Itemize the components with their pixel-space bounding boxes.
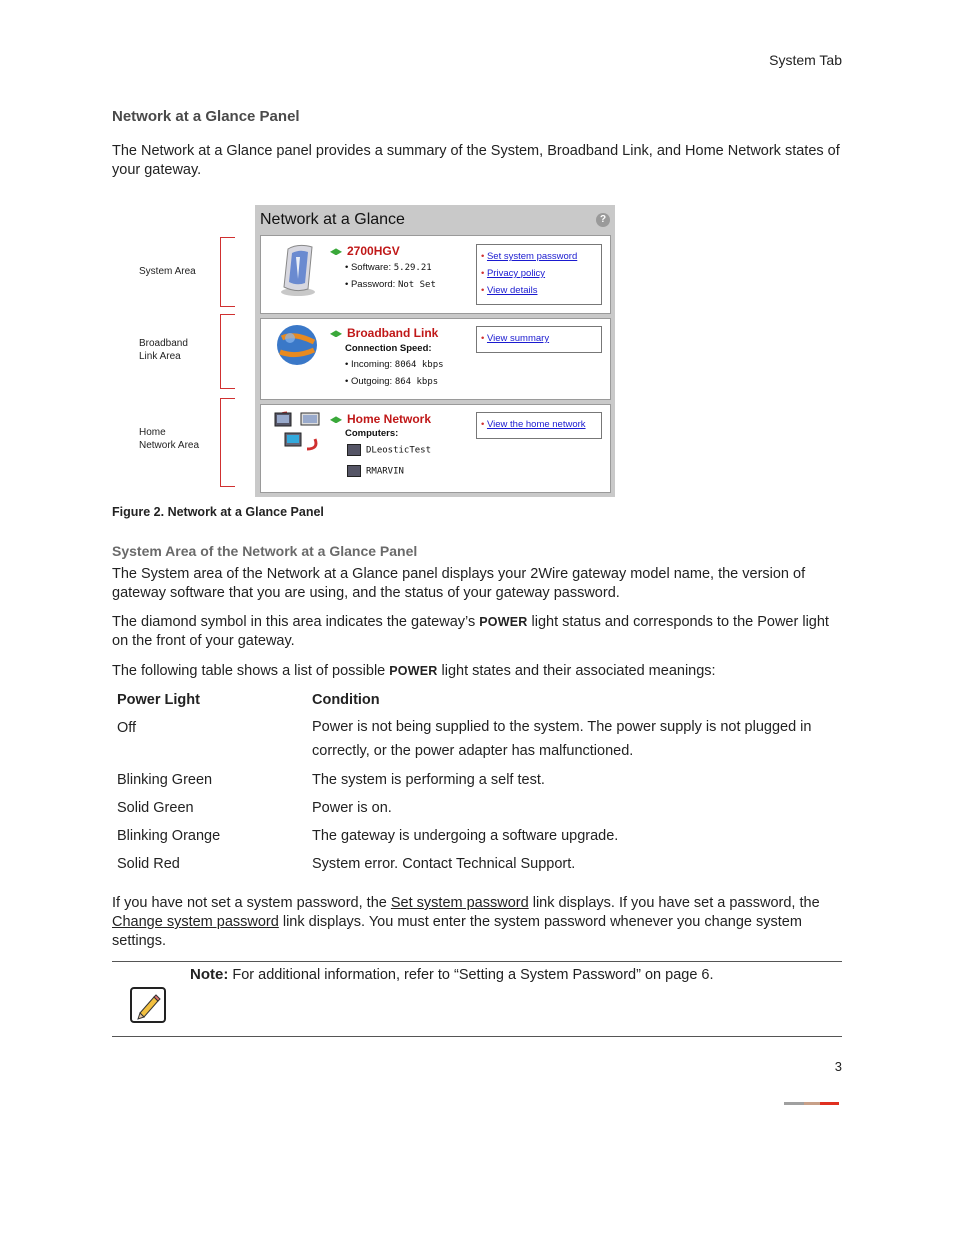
bracket-home: [220, 398, 235, 487]
outgoing-speed: • Outgoing: 864 kbps: [345, 376, 439, 387]
bracket-system: [220, 237, 235, 307]
help-icon[interactable]: ?: [596, 213, 610, 227]
privacy-policy-link[interactable]: Privacy policy: [486, 268, 546, 279]
home-diamond-icon: [330, 416, 342, 423]
software-version: • Software: 5.29.21: [345, 262, 432, 273]
running-header: System Tab: [769, 52, 842, 68]
footer-bar-red: [820, 1102, 839, 1105]
globe-icon: [274, 322, 320, 368]
header-power-light: Power Light: [117, 692, 200, 708]
note-text: Note: For additional information, refer to “Setting a System Password” on page 6.: [190, 966, 714, 983]
table-intro-paragraph: The following table shows a list of possible POWER light states and their associated meanings:: [112, 663, 716, 679]
password-status: • Password: Not Set: [345, 279, 436, 290]
set-system-password-link[interactable]: Set system password: [486, 251, 578, 262]
intro-paragraph: The Network at a Glance panel provides a summary of the System, Broadband Link, and Home Network states of your gateway.: [112, 143, 840, 178]
home-links-box: • View the home network: [476, 412, 602, 439]
view-home-network-link[interactable]: View the home network: [486, 419, 586, 430]
footer-bar-gray: [784, 1102, 804, 1105]
incoming-speed: • Incoming: 8064 kbps: [345, 359, 444, 370]
label-home-area: Home Network Area: [139, 427, 200, 451]
broadband-links-box: • View summary: [476, 326, 602, 353]
label-system-area: System Area: [139, 266, 196, 277]
figure-caption: Figure 2. Network at a Glance Panel: [112, 505, 324, 519]
home-network-title: Home Network: [330, 412, 431, 426]
table-row: Solid Green Power is on.: [117, 800, 392, 816]
computer-icon: [347, 465, 361, 477]
table-row: Blinking Green The system is performing a self test.: [117, 772, 545, 788]
system-area-paragraph: The System area of the Network at a Glance panel displays your 2Wire gateway model name, the version of gateway software that you are using, and the status of your gateway password.: [112, 566, 806, 601]
password-paragraph: If you have not set a system password, the Set system password link displays. If you have set a password, the Change system password link displays. You must enter the system password whenever you change system settings.: [112, 895, 820, 949]
broadband-diamond-icon: [330, 330, 342, 337]
system-links-box: • Set system password • Privacy policy • View details: [476, 244, 602, 305]
system-model: 2700HGV: [330, 244, 400, 258]
table-row: Blinking Orange The gateway is undergoing a software upgrade.: [117, 828, 619, 844]
pencil-note-icon: [130, 987, 166, 1023]
computers-label: Computers:: [345, 428, 399, 439]
computer-item: DLeosticTest: [347, 444, 431, 456]
change-system-password-ref[interactable]: Change system password: [112, 914, 279, 930]
section-title: Network at a Glance Panel: [112, 108, 300, 125]
note-top-rule: [112, 961, 842, 962]
note-bottom-rule: [112, 1036, 842, 1037]
connection-speed-label: Connection Speed:: [345, 343, 432, 354]
bracket-broadband: [220, 314, 235, 389]
view-details-link[interactable]: View details: [486, 285, 538, 296]
panel-title: Network at a Glance: [260, 211, 405, 228]
page-number: 3: [834, 1059, 842, 1074]
power-diamond-icon: [330, 248, 342, 255]
label-broadband-area: Broadband Link Area: [139, 338, 188, 362]
footer-bar-tan: [804, 1102, 820, 1105]
computer-icon: [347, 444, 361, 456]
table-row: Off Power is not being supplied to the system. The power supply is not plugged in correctly, or the power adapter has malfunctioned.: [117, 719, 812, 759]
computers-icon: [273, 409, 321, 453]
power-light-table: [117, 692, 842, 884]
header-condition: Condition: [312, 692, 380, 708]
subsection-title: System Area of the Network at a Glance Panel: [112, 543, 418, 559]
diamond-paragraph: The diamond symbol in this area indicates the gateway’s POWER light status and corresponds to the Power light on the front of your gateway.: [112, 614, 829, 649]
broadband-title: Broadband Link: [330, 326, 438, 340]
view-summary-link[interactable]: View summary: [486, 333, 550, 344]
set-system-password-ref[interactable]: Set system password: [390, 895, 529, 911]
gateway-icon: [274, 243, 322, 297]
table-row: Solid Red System error. Contact Technical Support.: [117, 856, 576, 872]
computer-item: RMARVIN: [347, 465, 404, 477]
